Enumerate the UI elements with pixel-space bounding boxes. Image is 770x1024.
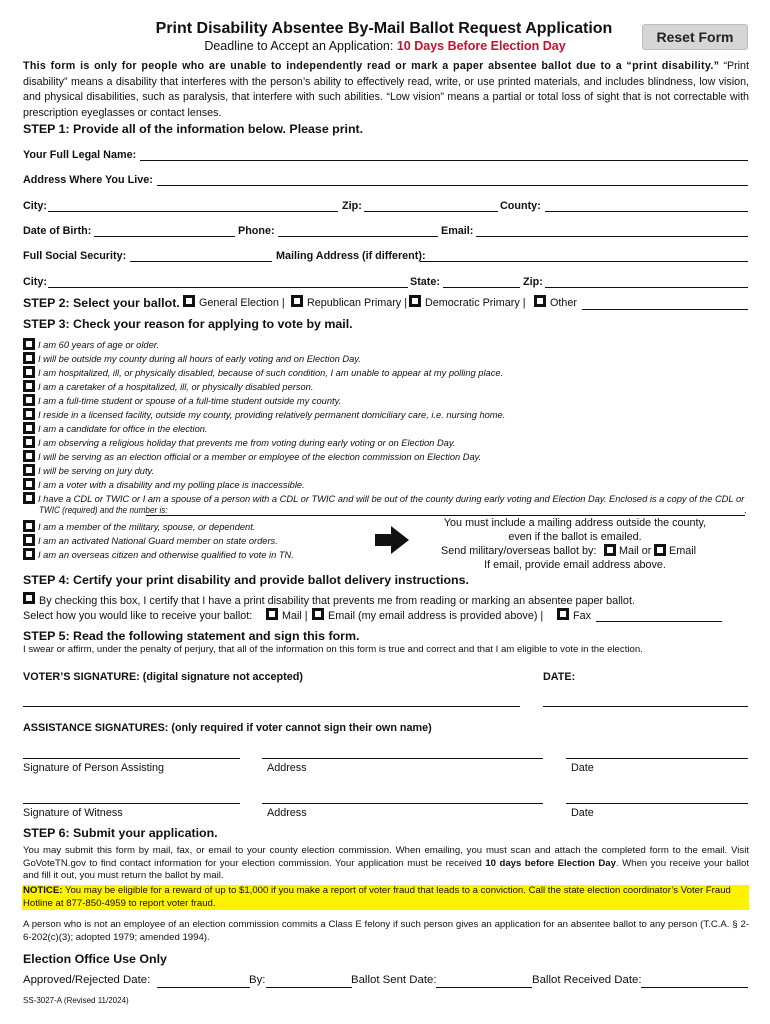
step2-heading: STEP 2: Select your ballot.	[23, 296, 180, 310]
reason-item-candidate[interactable]: I am a candidate for office in the election.	[23, 419, 208, 432]
arrow-right-icon	[375, 526, 409, 554]
general-election-label: General Election |	[199, 297, 285, 309]
legal-name-field[interactable]	[140, 160, 748, 161]
witness-address-field[interactable]	[262, 803, 543, 804]
assistance-heading: ASSISTANCE SIGNATURES: (only required if voter cannot sign their own name)	[23, 722, 432, 734]
reason-item-religious[interactable]: I am observing a religious holiday that prevents me from voting during early voting or on Election Day.	[23, 433, 455, 446]
county-field[interactable]	[545, 211, 748, 212]
zip-field[interactable]	[364, 211, 498, 212]
receive-email-checkbox[interactable]	[312, 608, 324, 620]
military-note-line1: You must include a mailing address outside the county,	[443, 517, 707, 529]
reason-item-inaccessible[interactable]: I am a voter with a disability and my polling place is inaccessible.	[23, 475, 305, 488]
reason-checkbox[interactable]	[23, 492, 35, 504]
intro-paragraph: This form is only for people who are unable to independently read or mark a paper absentee ballot due to a “print disability.” “Print disability” means a disability that interferes with the person’s ability to effectively read, write, or use printed materials, and includes blindness, low vision, and physical disabilities, such as paralysis, that interfere with such abilities. “Low vision” means a partial or total loss of sight that is not correctable with prescription eyeglasses or contact lenses.	[23, 60, 749, 119]
democratic-primary-label: Democratic Primary |	[425, 297, 526, 309]
cdl-number-field[interactable]	[146, 515, 745, 516]
other-ballot-field[interactable]	[582, 309, 748, 310]
mailing-city-label: City:	[23, 276, 47, 288]
reason-item-overseas[interactable]: I am an overseas citizen and otherwise qualified to vote in TN.	[23, 545, 294, 558]
witness-address-label: Address	[267, 807, 307, 819]
voter-date-field[interactable]	[543, 706, 748, 707]
assistant-address-label: Address	[267, 762, 307, 774]
witness-date-label: Date	[571, 807, 594, 819]
military-note-line2: even if the ballot is emailed.	[508, 531, 642, 543]
dob-label: Date of Birth:	[23, 225, 92, 237]
date-label: DATE:	[543, 671, 576, 683]
email-field[interactable]	[476, 236, 748, 237]
felony-statement: A person who is not an employee of an election commission commits a Class E felony if such person gives an application for an absentee ballot to any person (T.C.A. § 2-6-202(c)(3); adopted 1979; amended 1994).	[23, 919, 749, 943]
step1-heading: STEP 1: Provide all of the information below. Please print.	[23, 122, 364, 136]
reason-item-age[interactable]: I am 60 years of age or older.	[23, 335, 159, 348]
witness-signature-field[interactable]	[23, 803, 240, 804]
cdl-dot: .	[744, 505, 747, 516]
general-election-checkbox[interactable]	[183, 295, 195, 307]
reason-item-national-guard[interactable]: I am an activated National Guard member on state orders.	[23, 531, 278, 544]
mailing-state-field[interactable]	[443, 287, 520, 288]
reason-item-caretaker[interactable]: I am a caretaker of a hospitalized, ill, or physically disabled person.	[23, 377, 313, 390]
assistant-address-field[interactable]	[262, 758, 543, 759]
by-field[interactable]	[266, 987, 352, 988]
republican-primary-checkbox[interactable]	[291, 295, 303, 307]
approved-rejected-label: Approved/Rejected Date:	[23, 974, 151, 986]
receive-fax-checkbox[interactable]	[557, 608, 569, 620]
fax-number-field[interactable]	[596, 621, 722, 622]
receive-label: Select how you would like to receive your ballot:	[23, 610, 253, 622]
approved-rejected-field[interactable]	[157, 987, 250, 988]
reason-item-hospitalized[interactable]: I am hospitalized, ill, or physically disabled, because of such condition, I am unable to appear at my polling place.	[23, 363, 503, 376]
person-assisting-label: Signature of Person Assisting	[23, 762, 165, 774]
receive-mail-label: Mail |	[282, 610, 308, 622]
ballot-sent-label: Ballot Sent Date:	[351, 974, 437, 986]
reason-item-facility[interactable]: I reside in a licensed facility, outside my county, providing relatively permanent domiciliary care, i.e. nursing home.	[23, 405, 505, 418]
certify-checkbox[interactable]	[23, 592, 35, 604]
assistant-signature-field[interactable]	[23, 758, 240, 759]
ballot-sent-field[interactable]	[436, 987, 532, 988]
reason-item-outside-county[interactable]: I will be outside my county during all hours of early voting and on Election Day.	[23, 349, 361, 362]
ssn-field[interactable]	[130, 261, 272, 262]
receive-fax-label: Fax	[573, 610, 591, 622]
mailing-zip-field[interactable]	[545, 287, 748, 288]
address-field[interactable]	[157, 185, 748, 186]
mailing-city-field[interactable]	[48, 287, 408, 288]
voter-signature-label: VOTER’S SIGNATURE: (digital signature not accepted)	[23, 671, 303, 683]
cdl-continuation-label: TWIC (required) and the number is:	[39, 505, 168, 515]
swear-statement: I swear or affirm, under the penalty of perjury, that all of the information on this form is true and correct and that I am eligible to vote in the election.	[23, 644, 643, 655]
ballot-received-label: Ballot Received Date:	[532, 974, 642, 986]
county-label: County:	[500, 200, 541, 212]
step4-heading: STEP 4: Certify your print disability and provide ballot delivery instructions.	[23, 573, 469, 587]
page-title: Print Disability Absentee By-Mail Ballot Request Application	[155, 20, 613, 37]
military-mail-label: Mail or	[619, 545, 652, 557]
step6-heading: STEP 6: Submit your application.	[23, 826, 218, 840]
deadline-value: 10 Days Before Election Day	[396, 39, 566, 53]
city-field[interactable]	[48, 211, 338, 212]
republican-primary-label: Republican Primary |	[307, 297, 408, 309]
assistant-date-field[interactable]	[566, 758, 748, 759]
reason-item-military[interactable]: I am a member of the military, spouse, or dependent.	[23, 517, 255, 530]
phone-field[interactable]	[278, 236, 438, 237]
military-email-checkbox[interactable]	[654, 544, 666, 556]
military-note-line4: If email, provide email address above.	[484, 559, 666, 571]
reason-item-cdl-twic[interactable]: I have a CDL or TWIC or I am a spouse of a person with a CDL or TWIC and will be out of the county during early voting and Election Day. Enclosed is a copy of the CDL or	[23, 489, 744, 502]
military-mail-checkbox[interactable]	[604, 544, 616, 556]
mailing-address-label: Mailing Address (if different):	[276, 250, 426, 262]
email-label: Email:	[441, 225, 474, 237]
reset-form-button[interactable]: Reset Form	[642, 24, 748, 50]
ballot-received-field[interactable]	[641, 987, 748, 988]
dob-field[interactable]	[94, 236, 235, 237]
military-email-label: Email	[669, 545, 696, 557]
phone-label: Phone:	[238, 225, 275, 237]
military-note-line3: Send military/overseas ballot by:	[441, 545, 597, 557]
deadline-text: Deadline to Accept an Application: 10 Days Before Election Day	[204, 39, 566, 53]
certify-label: By checking this box, I certify that I have a print disability that prevents me from reading or marking an absentee paper ballot.	[39, 595, 635, 607]
notice-banner: NOTICE: You may be eligible for a reward of up to $1,000 if you make a report of voter fraud that leads to a conviction. Call the state election coordinator’s Voter Fraud Hotline at 877-850-4959 to report voter fraud.	[22, 885, 749, 910]
legal-name-label: Your Full Legal Name:	[23, 149, 137, 161]
democratic-primary-checkbox[interactable]	[409, 295, 421, 307]
city-label: City:	[23, 200, 47, 212]
other-ballot-checkbox[interactable]	[534, 295, 546, 307]
reason-item-student[interactable]: I am a full-time student or spouse of a full-time student outside my county.	[23, 391, 341, 404]
witness-label: Signature of Witness	[23, 807, 123, 819]
receive-mail-checkbox[interactable]	[266, 608, 278, 620]
office-use-heading: Election Office Use Only	[23, 952, 167, 966]
step3-heading: STEP 3: Check your reason for applying to vote by mail.	[23, 317, 353, 331]
assistant-date-label: Date	[571, 762, 594, 774]
mailing-zip-label: Zip:	[523, 276, 543, 288]
step5-heading: STEP 5: Read the following statement and sign this form.	[23, 629, 360, 643]
submit-instructions: You may submit this form by mail, fax, or email to your county election commission. When emailing, you must scan and attach the completed form to the email. Visit GoVoteTN.gov to find contact information for your election commission. Your application must be received 10 days before Election Day. When you receive your ballot and fill it out, you must return the ballot by mail.	[23, 845, 750, 881]
ssn-label: Full Social Security:	[23, 250, 127, 262]
receive-email-label: Email (my email address is provided above) |	[328, 610, 544, 622]
other-ballot-label: Other	[550, 297, 578, 309]
mailing-address-field[interactable]	[420, 261, 748, 262]
mailing-state-label: State:	[410, 276, 440, 288]
witness-date-field[interactable]	[566, 803, 748, 804]
address-label: Address Where You Live:	[23, 174, 153, 186]
zip-label: Zip:	[342, 200, 362, 212]
form-id: SS-3027-A (Revised 11/2024)	[23, 996, 129, 1005]
reason-item-jury[interactable]: I will be serving on jury duty.	[23, 461, 154, 474]
by-label: By:	[249, 974, 266, 986]
voter-signature-field[interactable]	[23, 706, 520, 707]
reason-item-election-official[interactable]: I will be serving as an election official or a member or employee of the election commission on Election Day.	[23, 447, 481, 460]
reason-checkbox[interactable]	[23, 548, 35, 560]
